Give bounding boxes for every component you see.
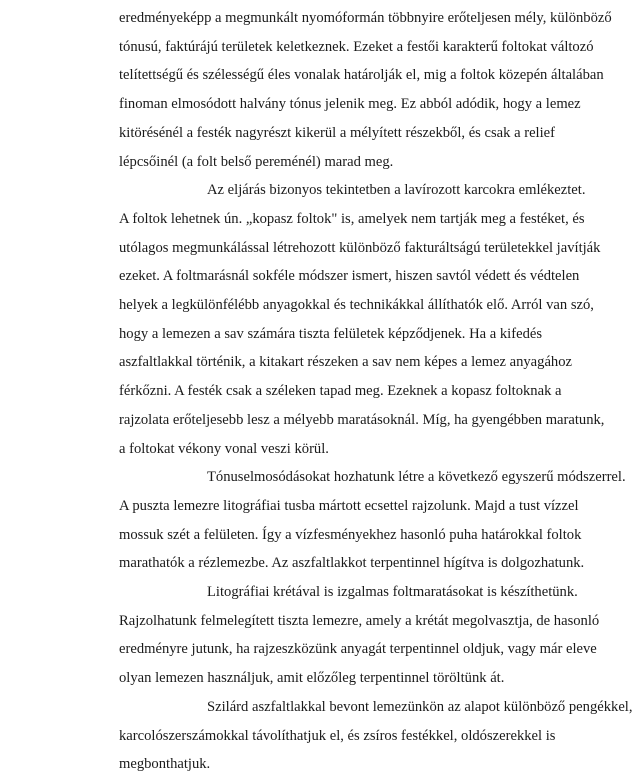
paragraph-1 bbox=[31, 4, 612, 176]
text-line: hogy a lemezen a sav számára tiszta felületek képződjenek. Ha a kifedés bbox=[119, 325, 543, 342]
text-line: mossuk szét a felületen. Így a vízfesményekhez hasonló puha határokkal foltok bbox=[119, 526, 582, 543]
text-line: a foltokat vékony vonal veszi körül. bbox=[119, 440, 329, 457]
text-line: telítettségű és szélességű éles vonalak határolják el, mig a foltok közepén általában bbox=[119, 67, 604, 84]
text-line: kitörésénél a festék nagyrészt kikerül a mélyített részekből, és csak a relief bbox=[119, 124, 556, 141]
text-line: olyan lemezen használjuk, amit előzőleg terpentinnel töröltünk át. bbox=[119, 670, 505, 687]
paragraph-3 bbox=[31, 463, 626, 578]
text-line: Tónuselmosódásokat hozhatunk létre a következő egyszerű módszerrel. bbox=[207, 469, 626, 486]
text-line: rajzolata erőteljesebb lesz a mélyebb maratásoknál. Míg, ha gyengébben maratunk, bbox=[119, 411, 605, 428]
text-line: A puszta lemezre litográfiai tusba mártott ecsettel rajzolunk. Majd a tust vízzel bbox=[119, 497, 579, 514]
text-line: marathatók a rézlemezbe. Az aszfaltlakkot terpentinnel hígítva is dolgozhatunk. bbox=[119, 555, 585, 572]
text-line: Litográfiai krétával is izgalmas foltmaratásokat is készíthetünk. bbox=[207, 584, 578, 601]
paragraph-5 bbox=[31, 693, 633, 779]
text-line: eredményeképp a megmunkált nyomóformán többnyire erőteljesen mély, különböző bbox=[119, 10, 612, 26]
text-line: Az eljárás bizonyos tekintetben a lavírozott karcokra emlékeztet. bbox=[207, 182, 586, 199]
text-line: megbonthatjuk. bbox=[119, 756, 211, 773]
paragraph-2 bbox=[31, 176, 605, 463]
text-line: aszfaltlakkal történik, a kitakart részeken a sav nem képes a lemez anyagához bbox=[119, 354, 572, 371]
text-line: Rajzolhatunk felmelegített tiszta lemezre, amely a krétát megolvasztja, de hasonló bbox=[119, 612, 600, 629]
text-line: tónusú, faktúrájú területek keletkeznek. Ezeket a festői karakterű foltokat változó bbox=[119, 38, 594, 55]
text-line: Szilárd aszfaltlakkal bevont lemezünkön az alapot különböző pengékkel, bbox=[207, 698, 633, 715]
text-line: finoman elmosódott halvány tónus jelenik meg. Ez abból adódik, hogy a lemez bbox=[119, 96, 581, 113]
text-line: utólagos megmunkálással létrehozott különböző fakturáltságú területekkel javítják bbox=[119, 239, 601, 256]
text-line: ezeket. A foltmarásnál sokféle módszer ismert, hiszen savtól védett és védtelen bbox=[119, 268, 580, 285]
text-line: helyek a legkülönfélébb anyagokkal és technikákkal állíthatók elő. Arról van szó, bbox=[119, 297, 594, 314]
text-line: karcolószerszámokkal távolíthatjuk el, és zsíros festékkel, oldószerekkel is bbox=[119, 727, 556, 744]
text-line: A foltok lehetnek ún. „kopasz foltok" is, amelyek nem tartják meg a festéket, és bbox=[119, 210, 585, 227]
text-line: lépcsőinél (a folt belső pereménél) marad meg. bbox=[119, 153, 394, 170]
paragraph-4 bbox=[31, 578, 600, 693]
body-text bbox=[31, 4, 633, 779]
text-line: eredményre jutunk, ha rajzeszközünk anyagát terpentinnel oldjuk, vagy már eleve bbox=[119, 641, 597, 658]
text-line: férkőzni. A festék csak a széleken tapad meg. Ezeknek a kopasz foltoknak a bbox=[119, 383, 562, 400]
